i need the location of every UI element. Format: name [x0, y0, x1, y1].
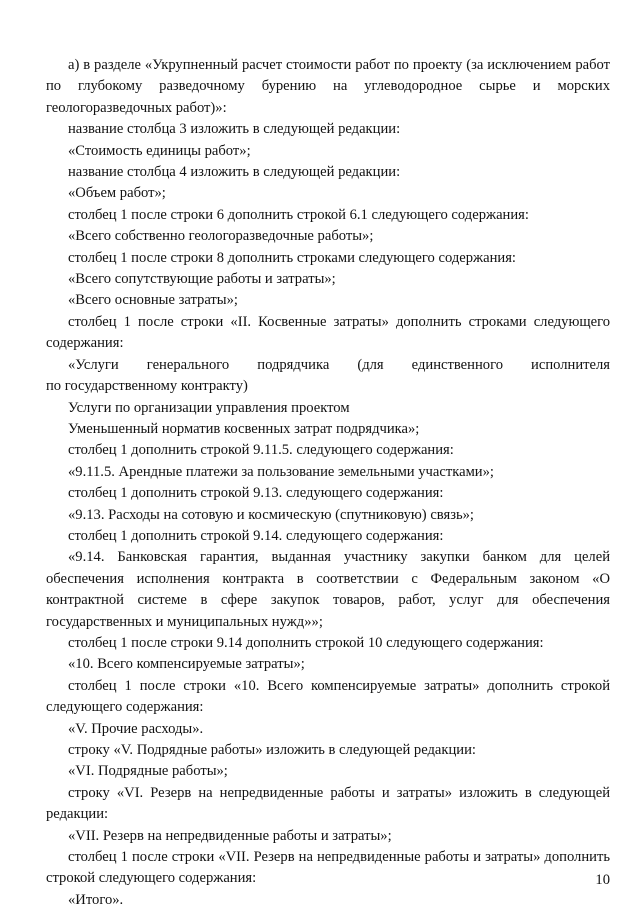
document-body	[46, 55, 610, 911]
paragraph-25: «V. Прочие расходы».	[68, 720, 204, 737]
paragraph-7: «Всего собственно геологоразведочные работы»;	[68, 228, 374, 245]
paragraph-8: столбец 1 после строки 8 дополнить строками следующего содержания:	[68, 249, 516, 266]
paragraph-30: столбец 1 после строки «VII. Резерв на непредвиденные работы и затраты» дополнить строкой следующего содержания:	[46, 849, 610, 887]
paragraph-31: «Итого».	[68, 891, 124, 908]
paragraph-13: по государственному контракту)	[46, 378, 248, 395]
paragraph-5: «Объем работ»;	[68, 185, 166, 202]
page-number: 10	[595, 872, 610, 888]
paragraph-20: столбец 1 дополнить строкой 9.14. следующего содержания:	[68, 527, 444, 544]
paragraph-17: «9.11.5. Арендные платежи за пользование земельными участками»;	[68, 463, 494, 480]
paragraph-6: столбец 1 после строки 6 дополнить строкой 6.1 следующего содержания:	[68, 206, 529, 223]
paragraph-9: «Всего сопутствующие работы и затраты»;	[68, 271, 336, 288]
paragraph-29: «VII. Резерв на непредвиденные работы и затраты»;	[68, 827, 392, 844]
paragraph-26: строку «V. Подрядные работы» изложить в следующей редакции:	[68, 742, 476, 758]
paragraph-23: «10. Всего компенсируемые затраты»;	[68, 656, 305, 673]
paragraph-12: «Услуги генерального подрядчика (для единственного исполнителя	[68, 356, 610, 373]
paragraph-24: столбец 1 после строки «10. Всего компенсируемые затраты» дополнить строкой следующего содержания:	[46, 677, 610, 716]
paragraph-1: а) в разделе «Укрупненный расчет стоимости работ по проекту (за исключением работ по глубокому разведочному бурению на углеводородное сырье и морских геологоразведочных работ)»:	[46, 57, 610, 116]
paragraph-22: столбец 1 после строки 9.14 дополнить строкой 10 следующего содержания:	[68, 634, 544, 651]
paragraph-28: строку «VI. Резерв на непредвиденные работы и затраты» изложить в следующей редакции:	[46, 784, 610, 823]
paragraph-16: столбец 1 дополнить строкой 9.11.5. следующего содержания:	[68, 442, 454, 459]
paragraph-21: «9.14. Банковская гарантия, выданная участнику закупки банком для целей обеспечения исполнения контракта в соответствии с Федеральным законом «О контрактной системе в сфере закупок товаров, работ, услуг для обеспечения государственных и муниципальных нужд»»;	[46, 549, 610, 630]
paragraph-15: Уменьшенный норматив косвенных затрат подрядчика»;	[68, 420, 420, 437]
paragraph-19: «9.13. Расходы на сотовую и космическую (спутниковую) связь»;	[68, 506, 474, 523]
paragraph-4: название столбца 4 изложить в следующей редакции:	[68, 164, 401, 181]
paragraph-18: столбец 1 дополнить строкой 9.13. следующего содержания:	[68, 485, 444, 502]
paragraph-2: название столбца 3 изложить в следующей редакции:	[68, 121, 401, 138]
paragraph-11: столбец 1 после строки «II. Косвенные затраты» дополнить строками следующего содержания:	[46, 313, 610, 352]
paragraph-3: «Стоимость единицы работ»;	[68, 142, 251, 159]
paragraph-10: «Всего основные затраты»;	[68, 292, 238, 309]
paragraph-27: «VI. Подрядные работы»;	[68, 763, 228, 780]
paragraph-14: Услуги по организации управления проектом	[68, 399, 350, 416]
